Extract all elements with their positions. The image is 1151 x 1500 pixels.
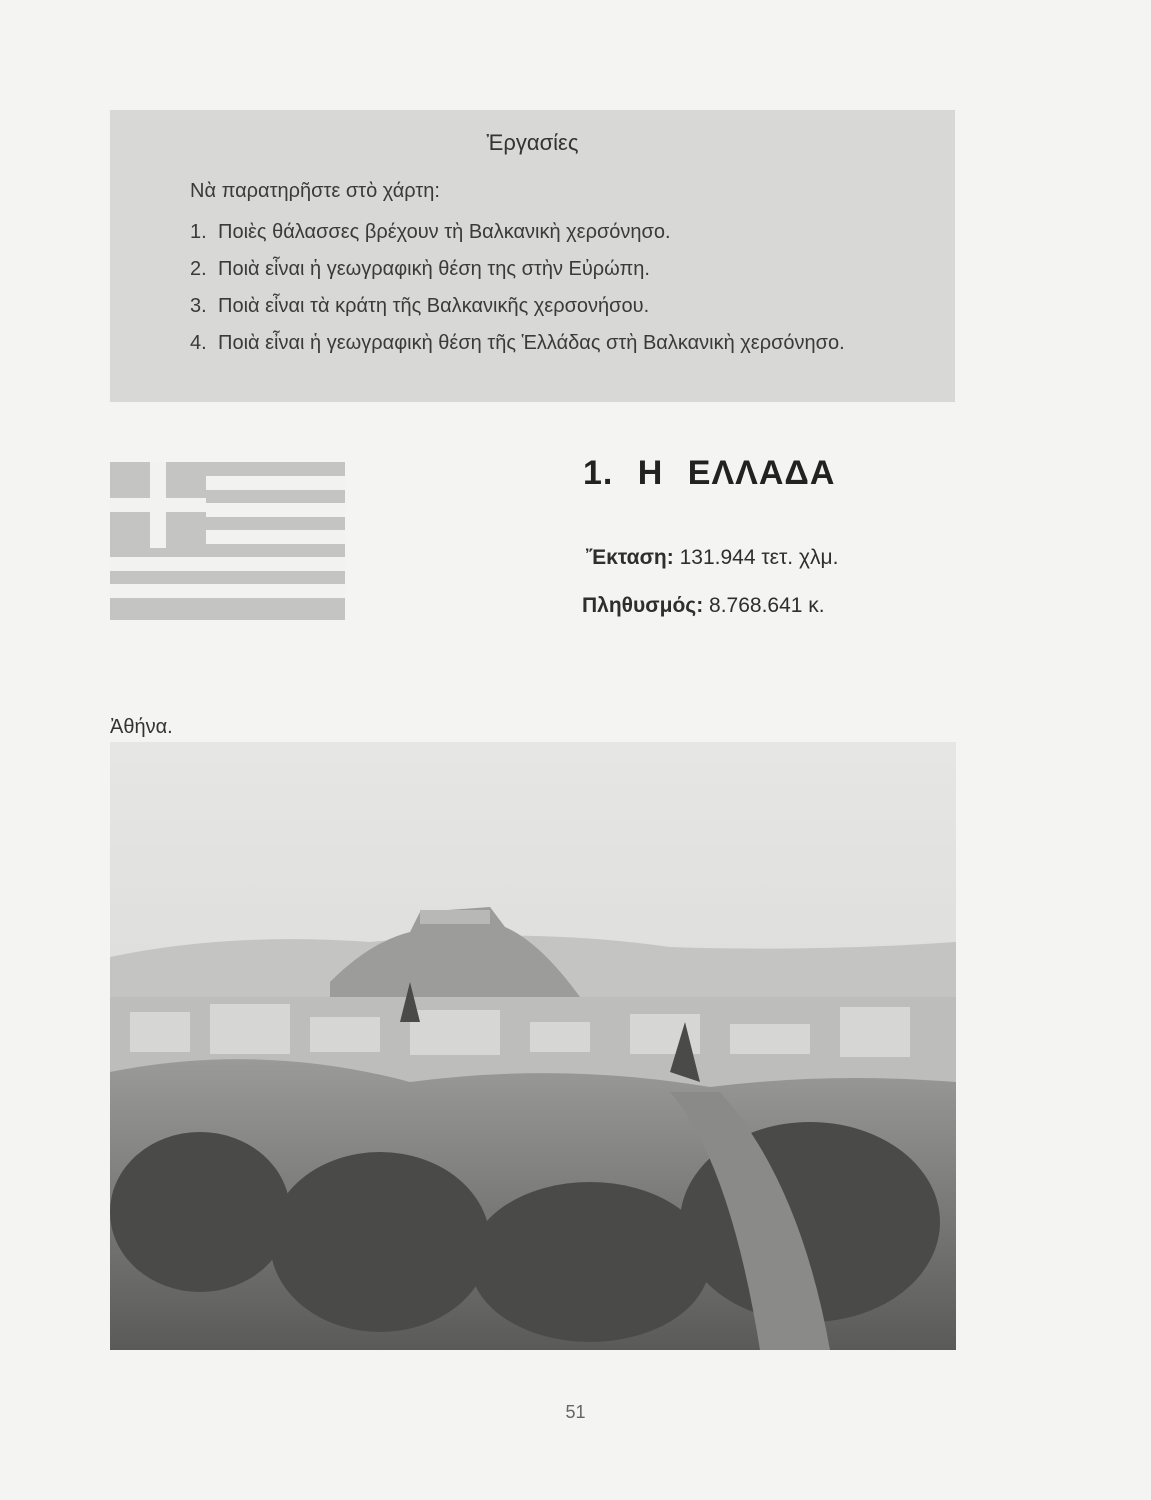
exercise-text: Ποιὲς θάλασσες βρέχουν τὴ Βαλκανικὴ χερσόνησο. [218,221,671,243]
exercises-title: Ἐργασίες [486,130,579,155]
exercise-text: Ποιὰ εἶναι τὰ κράτη τῆς Βαλκανικῆς χερσονήσου. [218,295,650,317]
exercises-list [190,214,910,357]
population-label: Πληθυσμός: [582,594,704,617]
exercise-number: 2. [190,258,207,280]
area-label: Ἔκταση: [586,546,674,569]
exercise-item [190,214,910,251]
exercise-number: 4. [190,332,207,354]
section-heading: 1. Η ΕΛΛΑΔΑ [583,454,836,492]
greek-flag [110,462,345,620]
exercise-number: 1. [190,221,207,243]
area-value: 131.944 τετ. χλμ. [679,546,839,569]
population-fact [582,594,825,618]
exercises-box [110,110,955,402]
exercise-text: Ποιὰ εἶναι ἡ γεωγραφικὴ θέση τῆς Ἑλλάδας στὴ Βαλκανικὴ χερσόνησο. [218,332,845,354]
photo-caption: Ἀθήνα. [110,716,173,738]
exercise-text: Ποιὰ εἶναι ἡ γεωγραφικὴ θέση της στὴν Εὐρώπη. [218,258,650,280]
exercise-number: 3. [190,295,207,317]
area-fact [586,546,838,570]
exercises-intro: Νὰ παρατηρῆστε στὸ χάρτη: [190,180,440,202]
athens-photo [110,742,956,1350]
exercise-item [190,329,910,357]
exercise-item [190,251,910,288]
exercise-item [190,288,910,325]
page-number: 51 [565,1402,586,1422]
population-value: 8.768.641 κ. [709,594,825,617]
